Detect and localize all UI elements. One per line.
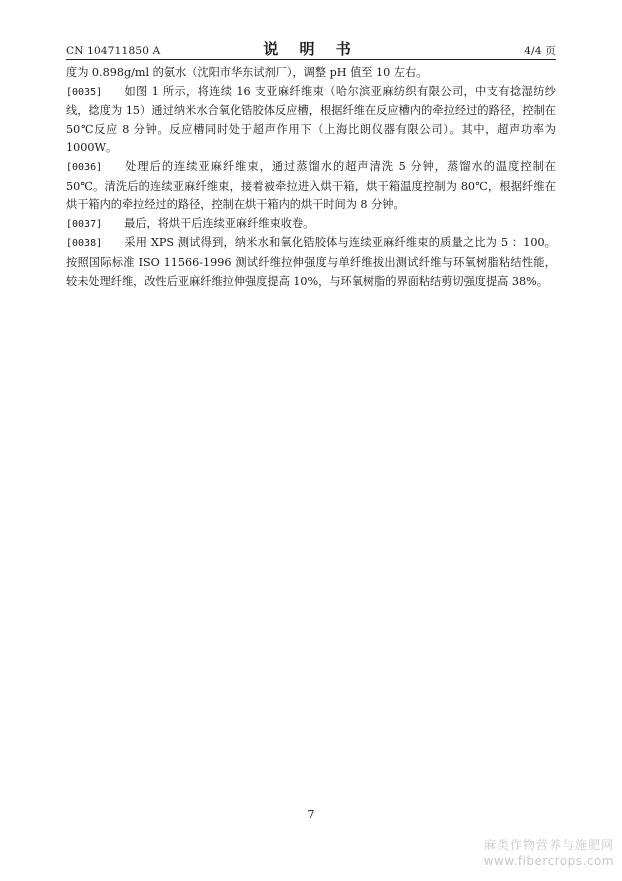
paragraph-text: 如图 1 所示，将连续 16 支亚麻纤维束（哈尔滨亚麻纺织有限公司，中支有捻湿纺纱线，捻度为 15）通过纳米水合氧化锆胶体反应槽，根据纤维在反应槽内的牵拉经过的路径，控制在 50℃反应 8 分钟。反应槽同时处于超声作用下（上海比朗仪器有限公司）。其中，超声功率为 1000W。 <box>66 84 556 155</box>
site-watermark <box>484 837 614 869</box>
paragraph-text: 处理后的连续亚麻纤维束，通过蒸馏水的超声清洗 5 分钟，蒸馏水的温度控制在 50℃。清洗后的连续亚麻纤维束，接着被牵拉进入烘干箱，烘干箱温度控制为 80℃，根据纤维在烘干箱内的牵拉经过的路径，控制在烘干箱内的烘干时间为 8 分钟。 <box>66 159 556 212</box>
paragraph-0036 <box>66 158 556 215</box>
watermark-text: 麻类作物营养与施肥网 <box>483 838 614 852</box>
paragraph-tag: [0038] <box>66 238 103 250</box>
page-number: 7 <box>307 808 315 821</box>
paragraph-tag: [0036] <box>66 161 103 173</box>
paragraph-0035 <box>66 83 556 158</box>
paragraph-text: 采用 XPS 测试得到，纳米水和氧化锆胶体与连续亚麻纤维束的质量之比为 5 ：100。按照国际标准 ISO 11566-1996 测试纤维拉伸强度与单纤维拔出测试纤维与环氧树脂粘结性能，较未处理纤维，改性后亚麻纤维拉伸强度提高 10%，与环氧树脂的界面粘结剪切强度提高 38%。 <box>66 236 556 288</box>
paragraph-text: 最后，将烘干后连续亚麻纤维束收卷。 <box>124 216 315 230</box>
document-title: 说 明 书 <box>263 40 359 58</box>
paragraph-0038 <box>66 234 556 291</box>
paragraph-tag: [0037] <box>66 218 103 230</box>
watermark-url: www.fibercrops.com <box>483 854 614 868</box>
page-header <box>66 36 556 58</box>
document-number: CN 104711850 A <box>66 45 161 57</box>
paragraph-tag: [0035] <box>66 86 103 98</box>
paragraph-continuation <box>66 64 556 83</box>
page-count: 4/4 页 <box>524 45 556 57</box>
document-body <box>66 64 556 291</box>
paragraph-text: 度为 0.898g/ml 的氨水（沈阳市华东试剂厂），调整 pH 值至 10 左右。 <box>66 66 428 79</box>
header-divider <box>66 59 556 60</box>
paragraph-0037 <box>66 215 556 235</box>
